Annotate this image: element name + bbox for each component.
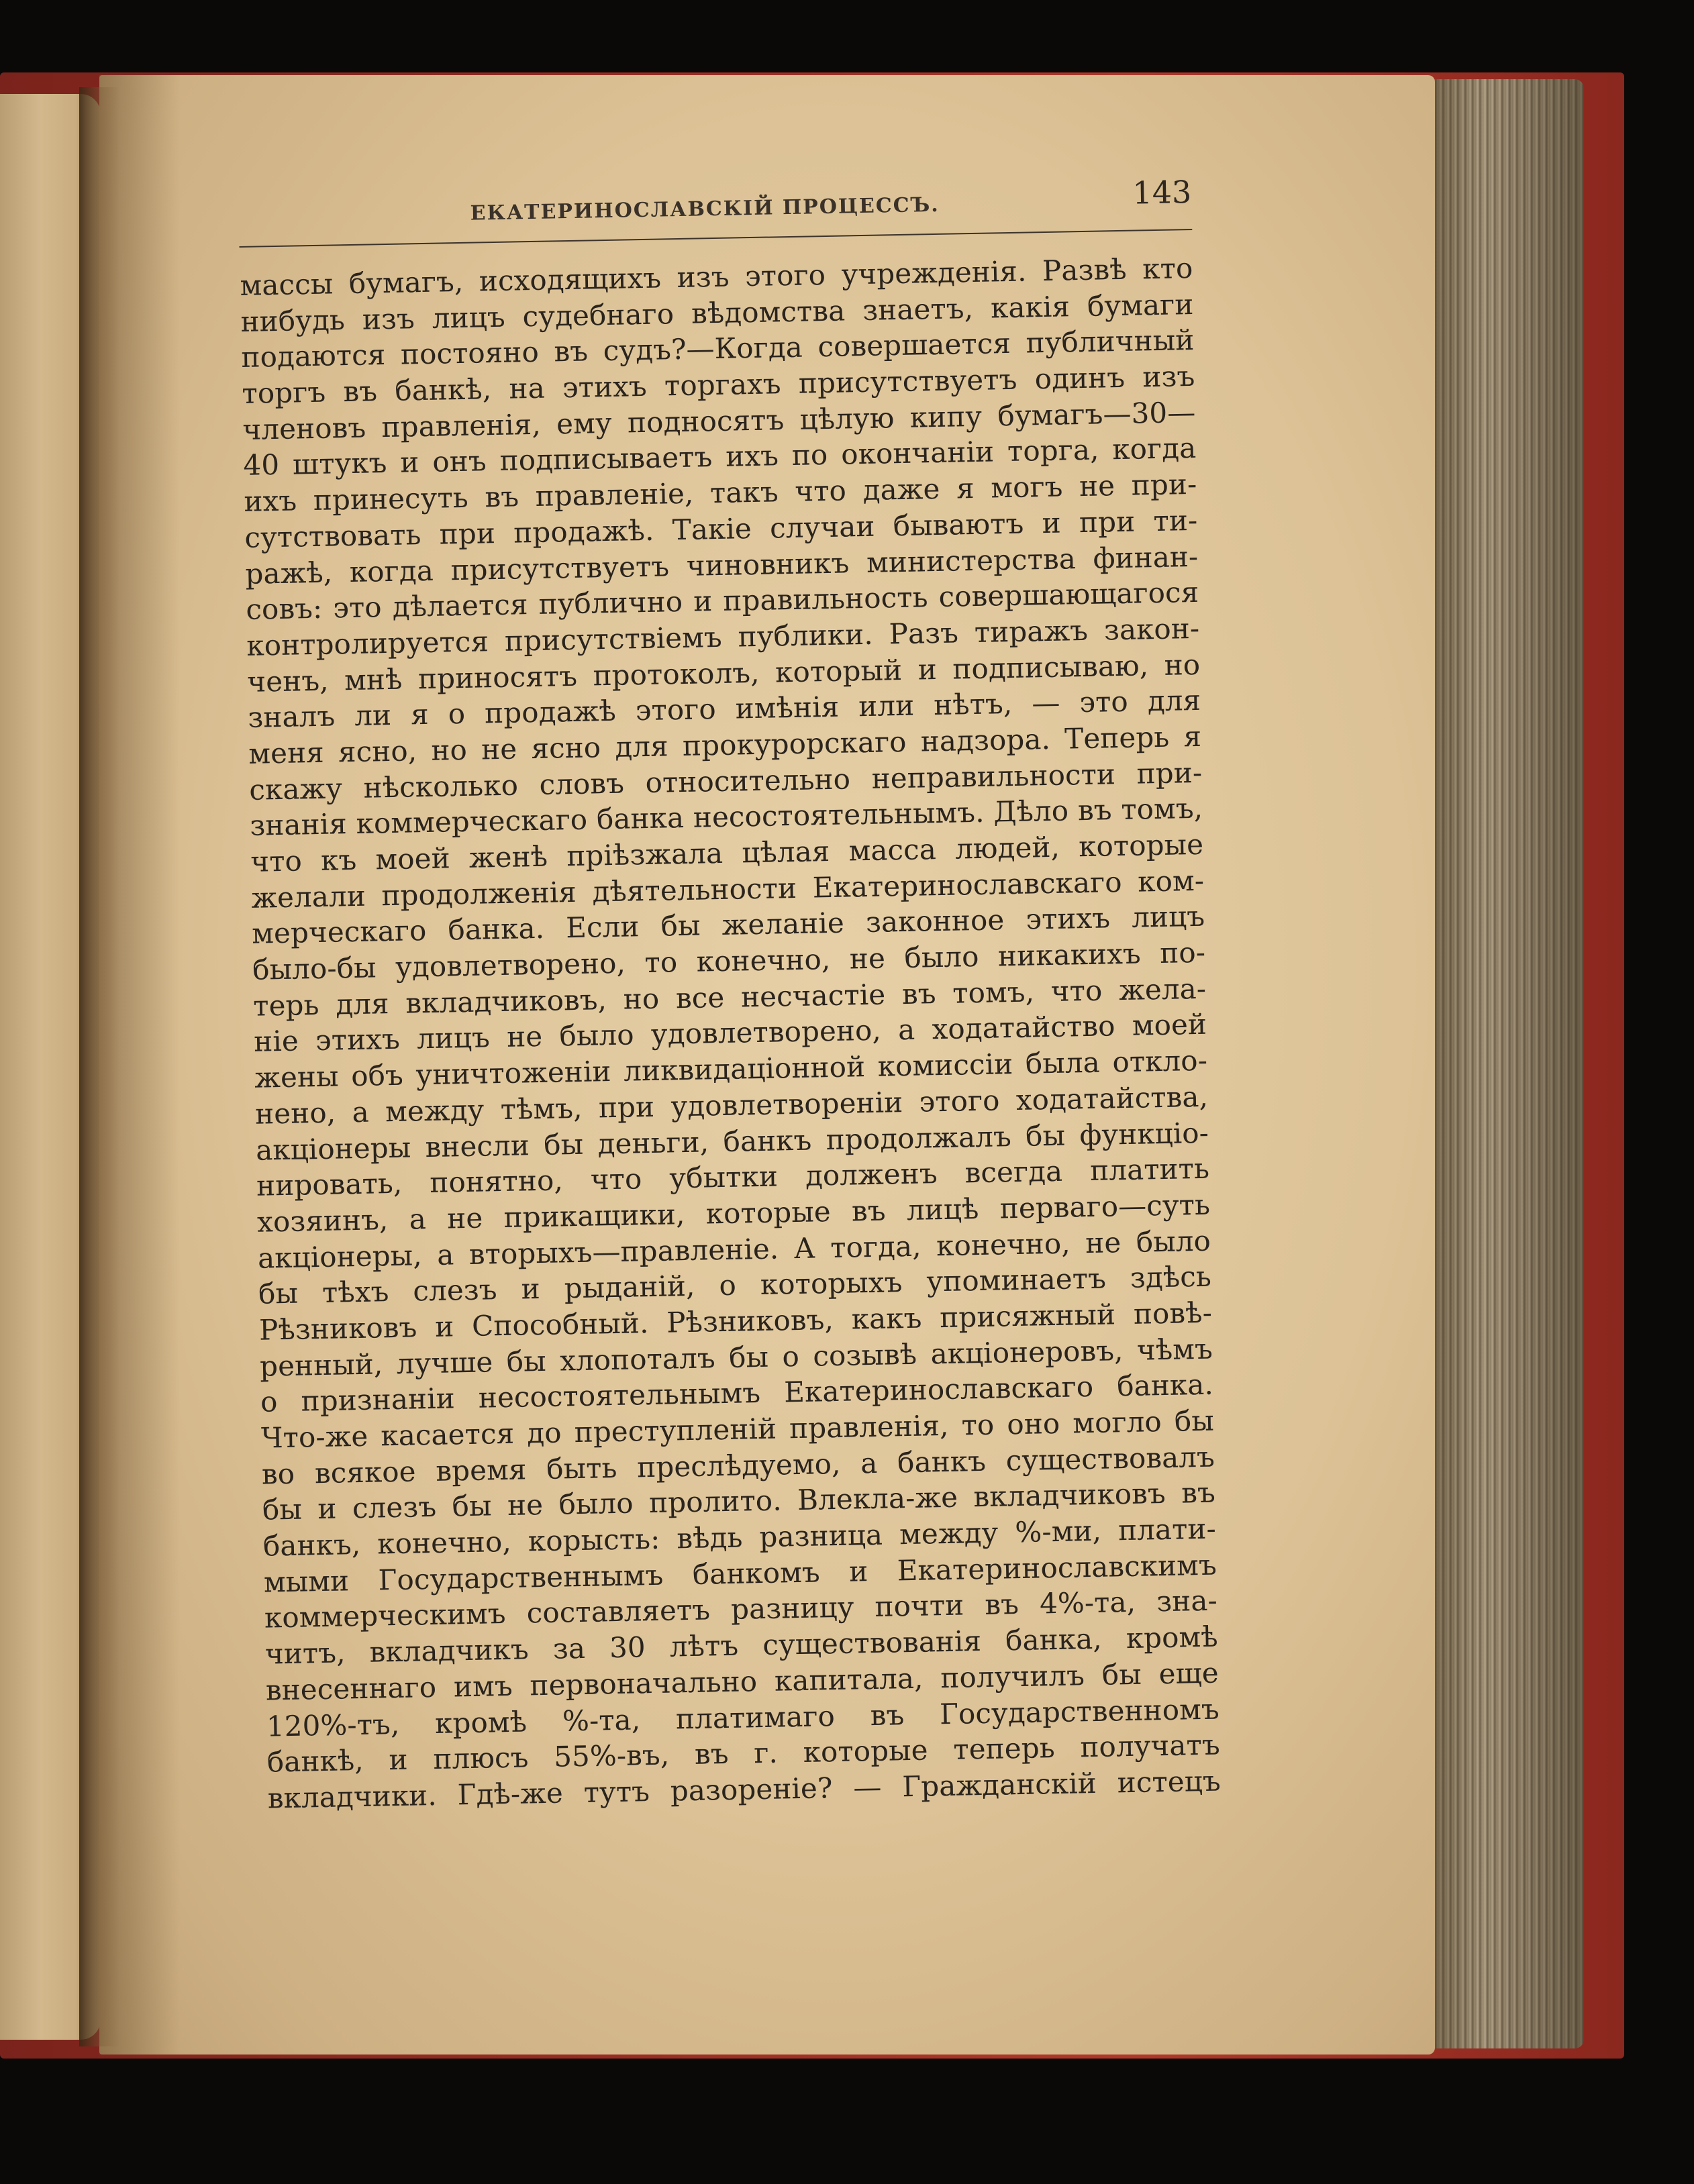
body-text bbox=[240, 250, 1221, 1816]
running-title: ЕКАТЕРИНОСЛАВСКІЙ ПРОЦЕССЪ. bbox=[470, 193, 940, 225]
text-line: нировать, понятно, что убытки долженъ всегда платить bbox=[256, 1151, 1210, 1202]
text-line: бы и слезъ бы не было пролито. Влекла-же вкладчиковъ въ bbox=[262, 1476, 1216, 1527]
text-line: во всякое время быть преслѣдуемо, а банкъ существовалъ bbox=[261, 1440, 1215, 1491]
text-line: 120%-тъ, кромѣ %-та, платимаго въ Государственномъ bbox=[266, 1692, 1220, 1743]
text-line: что къ моей женѣ пріѣзжала цѣлая масса людей, которые bbox=[250, 827, 1204, 878]
text-line: хозяинъ, а не прикащики, которые въ лицѣ перваго—суть bbox=[256, 1188, 1211, 1239]
text-line: желали продолженія дѣятельности Екатеринославскаго ком- bbox=[250, 864, 1205, 915]
text-line: мыми Государственнымъ банкомъ и Екатеринославскимъ bbox=[263, 1548, 1217, 1599]
text-line: ніе этихъ лицъ не было удовлетворено, а ходатайство моей bbox=[253, 1008, 1207, 1059]
text-line: ренный, лучше бы хлопоталъ бы о созывѣ акціонеровъ, чѣмъ bbox=[259, 1332, 1213, 1383]
text-line: мерческаго банка. Если бы желаніе законное этихъ лицъ bbox=[251, 900, 1205, 951]
text-line: жены объ уничтоженіи ликвидаціонной комиссіи была откло- bbox=[254, 1043, 1208, 1094]
text-line: ражѣ, когда присутствуетъ чиновникъ министерства финан- bbox=[244, 539, 1199, 590]
text-line: Что-же касается до преступленій правленія, то оно могло бы bbox=[260, 1404, 1215, 1455]
text-line: сутствовать при продажѣ. Такіе случаи бываютъ и при ти- bbox=[244, 503, 1198, 554]
text-line: банкъ, конечно, корысть: вѣдь разница между %-ми, плати- bbox=[262, 1512, 1217, 1563]
text-line: членовъ правленія, ему подносятъ цѣлую кипу бумагъ—30— bbox=[242, 395, 1196, 446]
page-number: 143 bbox=[1132, 173, 1192, 211]
text-line: 40 штукъ и онъ подписываетъ ихъ по окончаніи торга, когда bbox=[243, 431, 1197, 482]
text-line: внесеннаго имъ первоначально капитала, получилъ бы еще bbox=[265, 1656, 1219, 1707]
text-line: нибудь изъ лицъ судебнаго вѣдомства знаетъ, какія бумаги bbox=[240, 287, 1194, 338]
text-line: подаются постояно въ судъ?—Когда совершается публичный bbox=[241, 323, 1195, 374]
text-line: Рѣзниковъ и Способный. Рѣзниковъ, какъ присяжный повѣ- bbox=[258, 1296, 1213, 1347]
text-line: нено, а между тѣмъ, при удовлетвореніи этого ходатайства, bbox=[254, 1080, 1209, 1131]
text-line: торгъ въ банкѣ, на этихъ торгахъ присутствуетъ одинъ изъ bbox=[242, 359, 1195, 411]
book-gutter bbox=[79, 87, 119, 2046]
text-line: коммерческимъ составляетъ разницу почти въ 4%-та, зна- bbox=[264, 1584, 1218, 1635]
text-line: знанія коммерческаго банка несостоятельнымъ. Дѣло въ томъ, bbox=[249, 792, 1203, 843]
text-line: массы бумагъ, исходящихъ изъ этого учрежденія. Развѣ кто bbox=[240, 251, 1193, 302]
page-edges-shading bbox=[1416, 79, 1584, 2048]
text-line: бы тѣхъ слезъ и рыданій, о которыхъ упоминаетъ здѣсь bbox=[258, 1259, 1212, 1310]
text-line: акціонеры внесли бы деньги, банкъ продолжалъ бы функціо- bbox=[255, 1116, 1209, 1167]
text-line: читъ, вкладчикъ за 30 лѣтъ существованія банка, кромѣ bbox=[264, 1620, 1219, 1671]
text-line: терь для вкладчиковъ, но все несчастіе въ томъ, что жела- bbox=[252, 972, 1207, 1023]
text-line: скажу нѣсколько словъ относительно неправильности при- bbox=[248, 756, 1203, 807]
text-line: зналъ ли я о продажѣ этого имѣнія или нѣтъ, — это для bbox=[247, 684, 1201, 735]
text-line: контролируется присутствіемъ публики. Разъ тиражъ закон- bbox=[246, 611, 1200, 662]
text-line: о признаніи несостоятельнымъ Екатеринославскаго банка. bbox=[260, 1367, 1214, 1419]
text-line: банкѣ, и плюсъ 55%-въ, въ г. которые теперь получатъ bbox=[266, 1728, 1221, 1779]
text-line: меня ясно, но не ясно для прокурорскаго надзора. Теперь я bbox=[248, 719, 1202, 770]
text-line: вкладчики. Гдѣ-же тутъ разореніе? — Гражданскій истецъ bbox=[267, 1764, 1222, 1815]
page-text-block bbox=[238, 174, 1221, 1816]
text-line: ченъ, мнѣ приносятъ протоколъ, который и подписываю, но bbox=[246, 647, 1201, 698]
text-line: совъ: это дѣлается публично и правильность совершающагося bbox=[245, 576, 1199, 627]
text-line: акціонеры, а вторыхъ—правленіе. А тогда, конечно, не было bbox=[257, 1224, 1211, 1275]
text-line: ихъ принесуть въ правленіе, такъ что даже я могъ не при- bbox=[244, 468, 1197, 519]
text-line: было-бы удовлетворено, то конечно, не было никакихъ по- bbox=[252, 935, 1206, 986]
